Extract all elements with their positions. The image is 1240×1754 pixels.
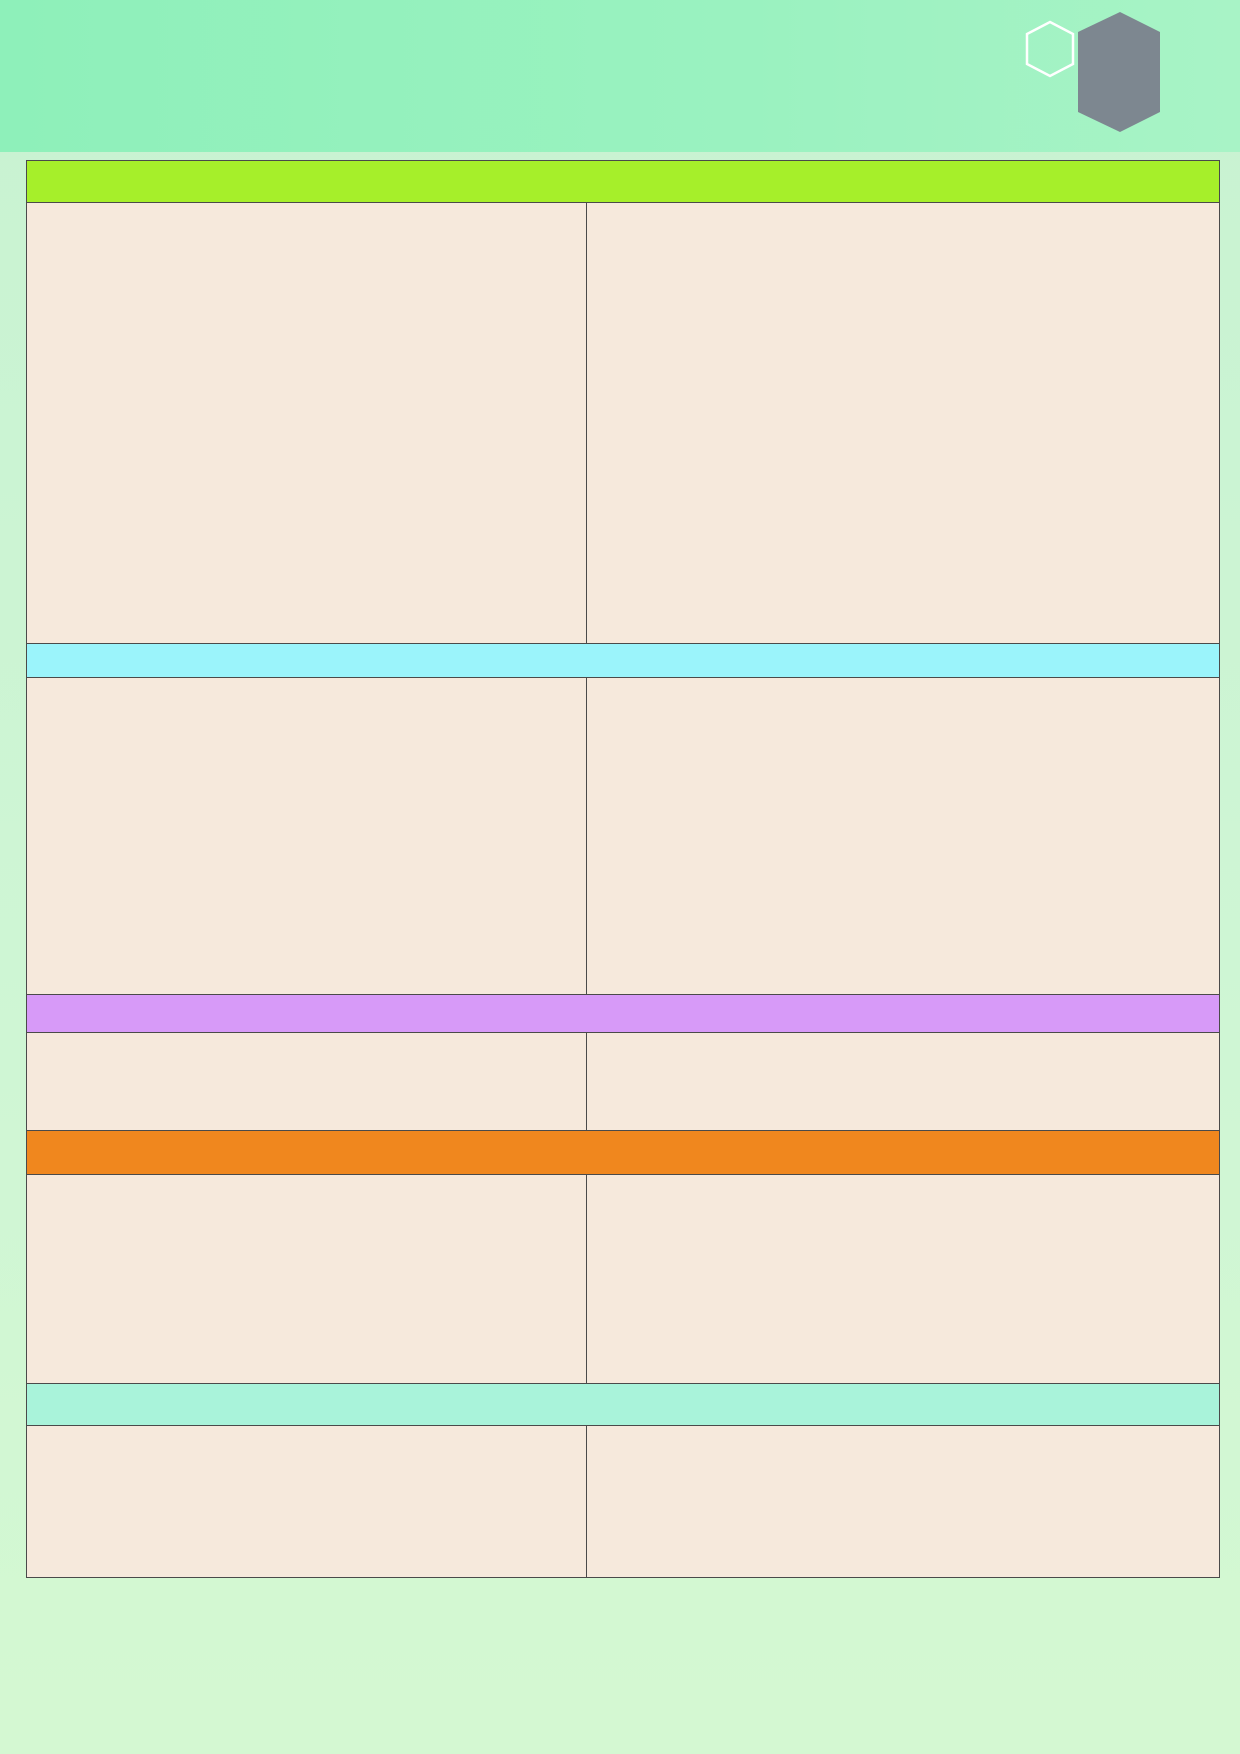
column-left <box>27 203 587 643</box>
section-header-mushroom <box>27 1384 1219 1426</box>
column-right <box>587 1426 1219 1577</box>
section-body-mushroom <box>27 1426 1219 1577</box>
column-right <box>587 678 1219 994</box>
section-header-vegetables <box>27 161 1219 203</box>
section-header-seafood <box>27 1131 1219 1175</box>
section-header-fruits <box>27 644 1219 678</box>
section-header-meat <box>27 995 1219 1033</box>
column-right <box>587 1033 1219 1130</box>
section-body-meat <box>27 1033 1219 1131</box>
column-right <box>587 203 1219 643</box>
section-body-vegetables <box>27 203 1219 644</box>
column-left <box>27 1033 587 1130</box>
column-left <box>27 1175 587 1383</box>
header-banner <box>0 0 1240 152</box>
column-left <box>27 678 587 994</box>
section-body-seafood <box>27 1175 1219 1384</box>
hexagon-decoration-icon <box>1010 8 1200 138</box>
column-right <box>587 1175 1219 1383</box>
column-left <box>27 1426 587 1577</box>
section-body-fruits <box>27 678 1219 995</box>
test-items-table <box>26 160 1220 1578</box>
